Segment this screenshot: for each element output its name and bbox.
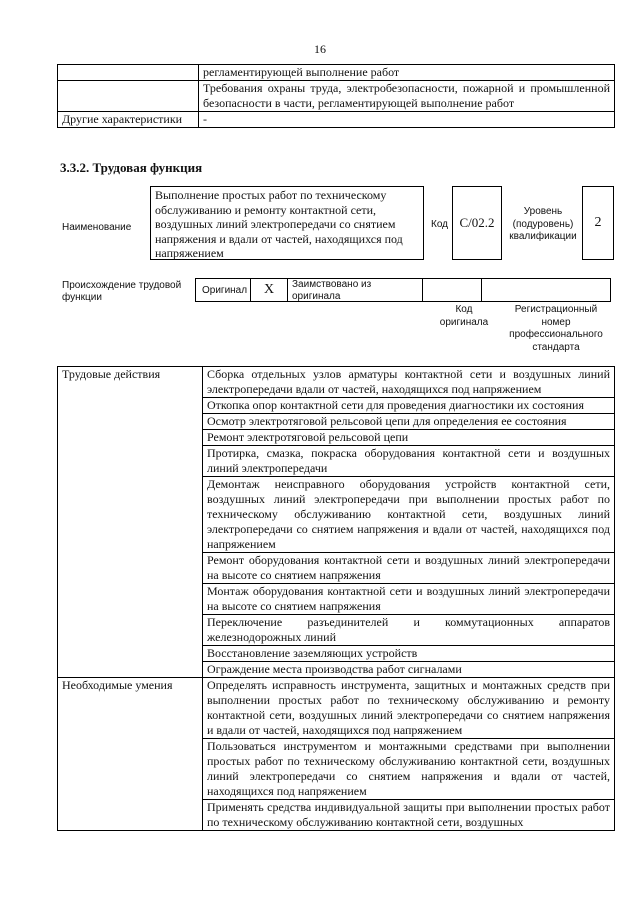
table-row bbox=[58, 678, 615, 739]
table-row bbox=[58, 112, 615, 128]
table-row bbox=[58, 65, 615, 81]
name-label: Наименование bbox=[62, 222, 132, 233]
original-code-cell bbox=[422, 278, 482, 302]
labor-action-item: Осмотр электротяговой рельсовой цепи для определения ее состояния bbox=[203, 414, 615, 430]
other-characteristics-label: Другие характеристики bbox=[58, 112, 199, 128]
qualification-level-label: Уровень (подуровень) квалификации bbox=[509, 206, 577, 242]
code-label: Код bbox=[431, 219, 449, 230]
table-cell-empty bbox=[58, 81, 199, 112]
registration-number-label: Регистрационный номер профессионального стандарта bbox=[509, 304, 603, 353]
function-code-box: C/02.2 bbox=[452, 186, 502, 260]
labor-action-item: Восстановление заземляющих устройств bbox=[203, 646, 615, 662]
labor-action-item: Ограждение места производства работ сигналами bbox=[203, 662, 615, 678]
function-details-table bbox=[57, 366, 615, 831]
origin-row bbox=[196, 278, 611, 302]
original-mark: X bbox=[250, 278, 288, 302]
skill-item: Применять средства индивидуальной защиты при выполнении простых работ по техническому обслуживанию контактной сети, воздушных bbox=[203, 800, 615, 831]
labor-action-item: Ремонт оборудования контактной сети и воздушных линий электропередачи на высоте со снятием напряжения bbox=[203, 553, 615, 584]
skill-item: Определять исправность инструмента, защитных и монтажных средств при выполнении простых работ по техническому обслуживанию и ремонту контактной сети, воздушных линий электропередачи со снятием напряжения и вдали от частей, находящихся под напряжением bbox=[203, 678, 615, 739]
labor-action-item: Сборка отдельных узлов арматуры контактной сети и воздушных линий электропередачи вдали от частей, находящихся под напряжением bbox=[203, 367, 615, 398]
original-label: Оригинал bbox=[195, 278, 251, 302]
table-cell-empty bbox=[58, 65, 199, 81]
skills-label: Необходимые умения bbox=[58, 678, 203, 831]
function-name-box: Выполнение простых работ по техническому обслуживанию и ремонту контактной сети, воздушных линий электропередачи со снятием напряжения и вдали от частей, находящихся под напряжением bbox=[150, 186, 424, 260]
continuation-table bbox=[57, 64, 615, 128]
original-code-label: Код оригинала bbox=[439, 304, 489, 328]
table-row bbox=[58, 367, 615, 398]
labor-actions-label: Трудовые действия bbox=[58, 367, 203, 678]
table-row bbox=[58, 81, 615, 112]
origin-label: Происхождение трудовой функции bbox=[62, 280, 182, 303]
labor-action-item: Переключение разъединителей и коммутационных аппаратов железнодорожных линий bbox=[203, 615, 615, 646]
skill-item: Пользоваться инструментом и монтажными средствами при выполнении простых работ по техническому обслуживанию контактной сети, воздушных линий электропередачи со снятием напряжения и вдали от частей, находящихся под напряжением bbox=[203, 739, 615, 800]
registration-number-cell bbox=[481, 278, 611, 302]
labor-action-item: Ремонт электротяговой рельсовой цепи bbox=[203, 430, 615, 446]
table-cell: регламентирующей выполнение работ bbox=[199, 65, 615, 81]
qualification-level-box: 2 bbox=[582, 186, 614, 260]
labor-action-item: Протирка, смазка, покраска оборудования контактной сети и воздушных линий электропередачи bbox=[203, 446, 615, 477]
borrowed-label: Заимствовано из оригинала bbox=[287, 278, 423, 302]
section-title: 3.3.2. Трудовая функция bbox=[60, 160, 203, 175]
labor-action-item: Монтаж оборудования контактной сети и воздушных линий электропередачи на высоте со снятием напряжения bbox=[203, 584, 615, 615]
table-cell: Требования охраны труда, электробезопасности, пожарной и промышленной безопасности в части, регламентирующей выполнение работ bbox=[199, 81, 615, 112]
labor-action-item: Откопка опор контактной сети для проведения диагностики их состояния bbox=[203, 398, 615, 414]
labor-action-item: Демонтаж неисправного оборудования устройств контактной сети, воздушных линий электропередачи при выполнении простых работ по техническому обслуживанию контактной сети, воздушных линий электропередачи со снятием напряжения и вдали от частей, находящихся под напряжением bbox=[203, 477, 615, 553]
page-number: 16 bbox=[314, 42, 326, 56]
other-characteristics-value: - bbox=[199, 112, 615, 128]
